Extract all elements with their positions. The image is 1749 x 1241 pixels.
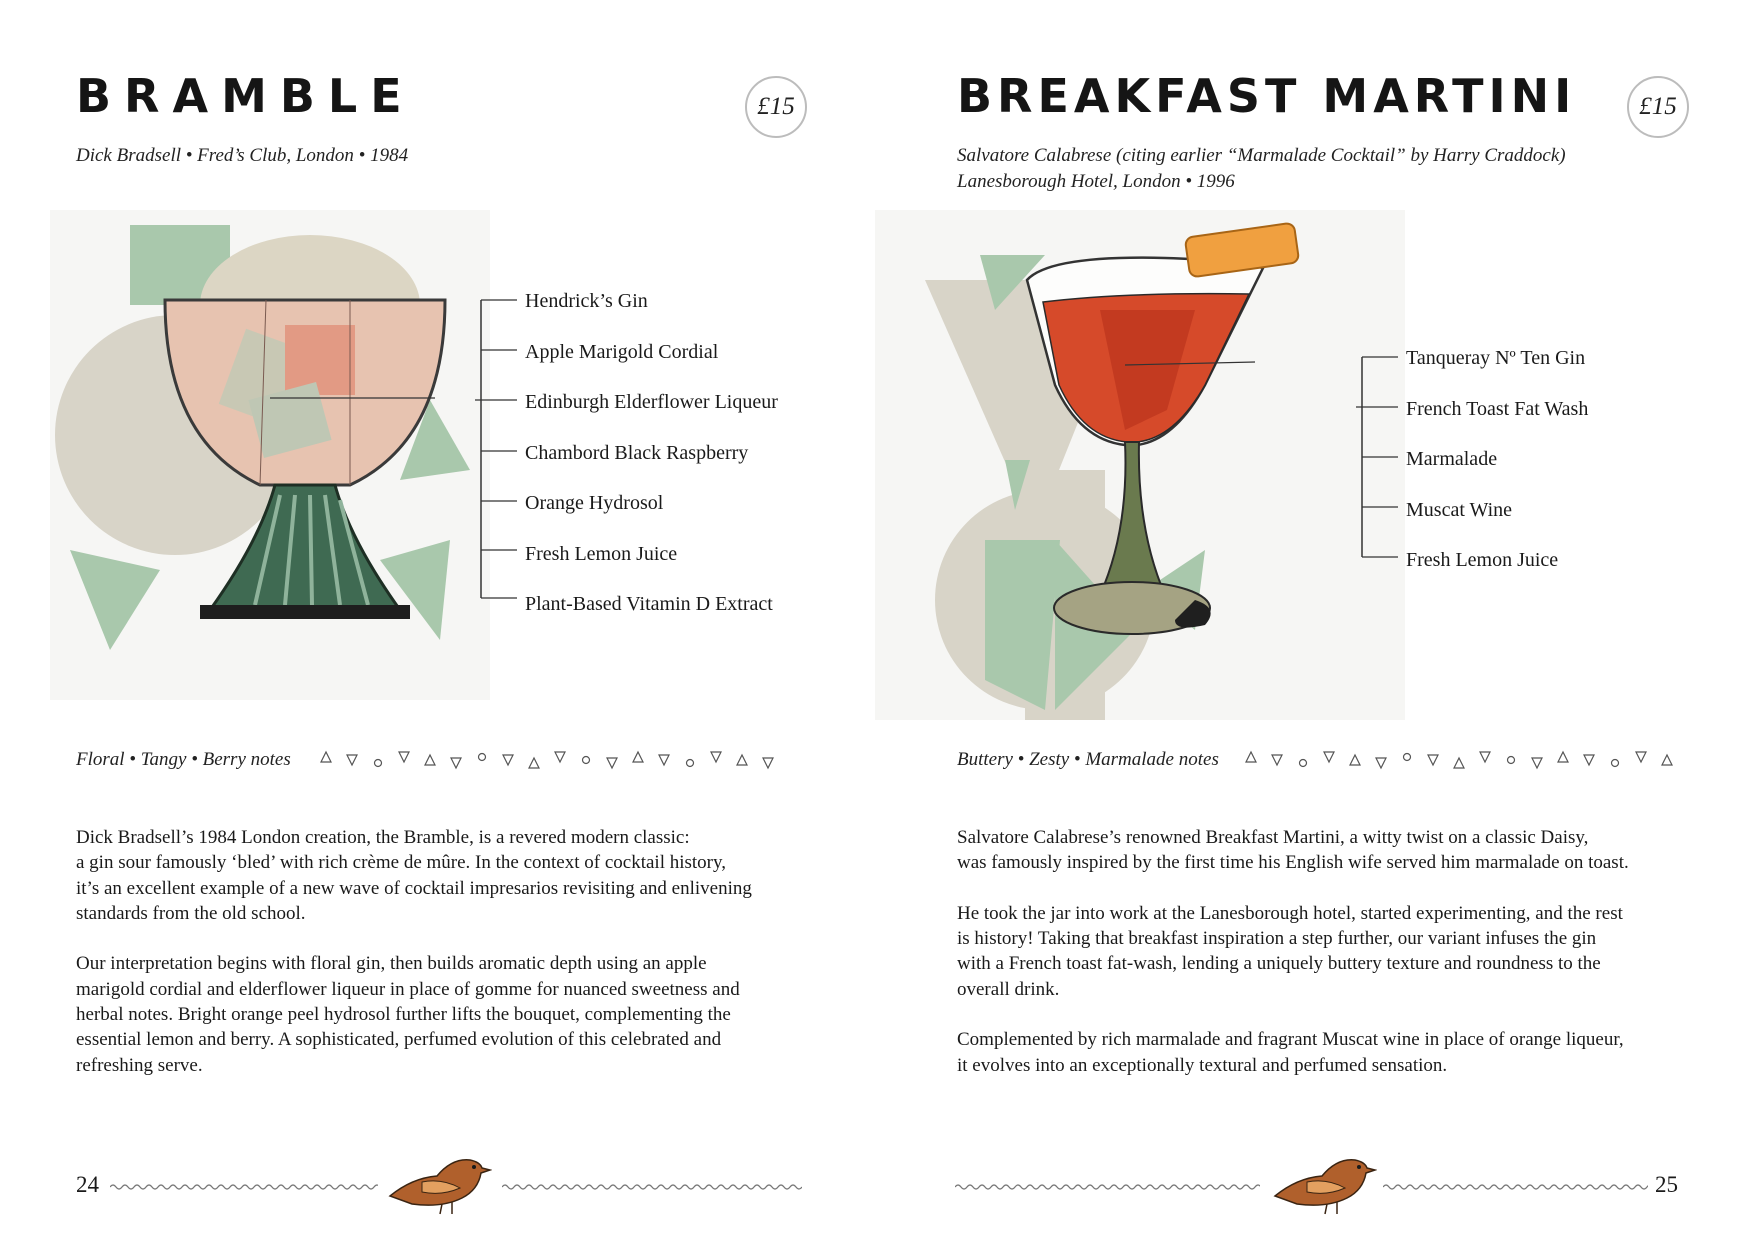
page-number: 24 [76, 1172, 99, 1197]
price-badge: £15 [1627, 76, 1689, 138]
ingredient-list [525, 287, 778, 641]
credit-line: Salvatore Calabrese (citing earlier “Marmalade Cocktail” by Harry Craddock) [957, 145, 1566, 166]
wavy-divider-right [502, 1180, 802, 1194]
text-line: is history! Taking that breakfast inspiration a step further, our variant infuses the gin [957, 928, 1597, 950]
ingredient-bracket [1356, 349, 1406, 565]
bird-icon [1267, 1138, 1377, 1218]
description [957, 825, 1697, 1103]
text-line: Complemented by rich marmalade and fragrant Muscat wine in place of orange liqueur, [957, 1029, 1624, 1051]
description-paragraph [957, 901, 1697, 1002]
text-line: overall drink. [957, 978, 1060, 1000]
ingredient-item: Marmalade [1406, 448, 1498, 470]
ingredient-item: French Toast Fat Wash [1406, 397, 1589, 420]
decorative-dots [320, 746, 798, 774]
description-paragraph [76, 951, 816, 1077]
breakfast-martini-illustration [875, 210, 1405, 730]
ingredient-item: Muscat Wine [1406, 498, 1513, 521]
text-line: Our interpretation begins with floral gin, then builds aromatic depth using an apple [76, 953, 707, 975]
price-badge: £15 [745, 76, 807, 138]
cocktail-credit [76, 143, 408, 169]
description-paragraph [957, 1027, 1697, 1078]
ingredient-item: Plant-Based Vitamin D Extract [525, 593, 773, 615]
ingredient-item: Fresh Lemon Juice [525, 542, 678, 565]
ingredient-item: Edinburgh Elderflower Liqueur [525, 391, 778, 413]
text-line: it’s an excellent example of a new wave of cocktail impresarios revisiting and enlivening [76, 877, 752, 899]
wavy-divider-right [1383, 1180, 1648, 1194]
ingredient-item: Tanqueray Nº Ten Gin [1406, 347, 1586, 369]
bramble-illustration [50, 210, 490, 700]
ingredient-item: Apple Marigold Cordial [525, 340, 719, 363]
ingredient-list [1406, 344, 1588, 597]
text-line: Dick Bradsell’s 1984 London creation, the Bramble, is a revered modern classic: [76, 827, 690, 848]
text-line: was famously inspired by the first time his English wife served him marmalade on toast. [957, 852, 1629, 874]
cocktail-credit [957, 143, 1566, 195]
wavy-divider-left [110, 1180, 378, 1194]
ingredient-item: Chambord Black Raspberry [525, 441, 749, 464]
cocktail-title: BRAMBLE [76, 69, 415, 123]
description-paragraph [76, 825, 816, 926]
text-line: it evolves into an exceptionally textural and perfumed sensation. [957, 1054, 1448, 1076]
text-line: marigold cordial and elderflower liqueur in place of gomme for nuanced sweetness and [76, 978, 740, 1000]
text-line: with a French toast fat-wash, lending a uniquely buttery texture and roundness to the [957, 953, 1601, 975]
bird-icon [382, 1138, 492, 1218]
text-line: a gin sour famously ‘bled’ with rich crème de mûre. In the context of cocktail history, [76, 852, 727, 874]
decorative-dots [1245, 746, 1675, 774]
text-line: herbal notes. Bright orange peel hydrosol further lifts the bouquet, complementing the [76, 1004, 731, 1026]
wavy-divider-left [955, 1180, 1260, 1194]
credit-line: Lanesborough Hotel, London • 1996 [957, 171, 1235, 192]
description [76, 825, 816, 1103]
text-line: standards from the old school. [76, 902, 306, 924]
page-bramble [0, 0, 874, 1241]
text-line: refreshing serve. [76, 1054, 203, 1076]
text-line: essential lemon and berry. A sophisticated, perfumed evolution of this celebrated and [76, 1029, 722, 1051]
page-breakfast-martini [875, 0, 1749, 1241]
ingredient-item: Orange Hydrosol [525, 492, 664, 514]
tasting-notes: Floral • Tangy • Berry notes [76, 749, 291, 770]
ingredient-item: Fresh Lemon Juice [1406, 549, 1559, 571]
text-line: Salvatore Calabrese’s renowned Breakfast Martini, a witty twist on a classic Daisy, [957, 827, 1589, 848]
text-line: He took the jar into work at the Lanesborough hotel, started experimenting, and the rest [957, 902, 1623, 924]
ingredient-item: Hendrick’s Gin [525, 290, 648, 312]
ingredient-bracket [475, 292, 525, 608]
description-paragraph [957, 825, 1697, 876]
page-number: 25 [1655, 1172, 1678, 1197]
cocktail-title: BREAKFAST MARTINI [957, 69, 1577, 123]
credit-line: Dick Bradsell • Fred’s Club, London • 1984 [76, 145, 409, 166]
tasting-notes: Buttery • Zesty • Marmalade notes [957, 749, 1219, 770]
